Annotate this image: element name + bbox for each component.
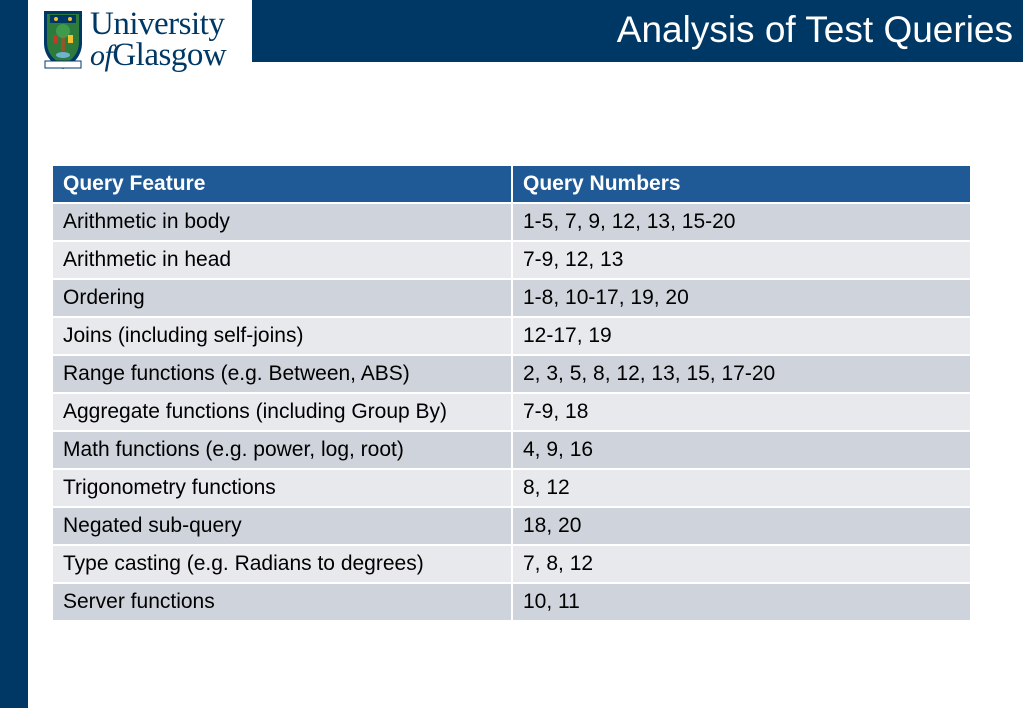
query-numbers-cell: 1-5, 7, 9, 12, 13, 15-20 (512, 203, 971, 241)
feature-cell: Range functions (e.g. Between, ABS) (52, 355, 512, 393)
logo-wordmark (90, 8, 226, 72)
query-numbers-cell: 10, 11 (512, 583, 971, 621)
query-feature-table (51, 164, 972, 622)
feature-cell: Joins (including self-joins) (52, 317, 512, 355)
query-numbers-cell: 4, 9, 16 (512, 431, 971, 469)
query-numbers-cell: 7-9, 18 (512, 393, 971, 431)
feature-cell: Arithmetic in body (52, 203, 512, 241)
table-row (52, 507, 971, 545)
table-row (52, 545, 971, 583)
feature-cell: Ordering (52, 279, 512, 317)
table-row (52, 469, 971, 507)
column-header-query-feature: Query Feature (52, 165, 512, 203)
column-header-query-numbers: Query Numbers (512, 165, 971, 203)
feature-cell: Type casting (e.g. Radians to degrees) (52, 545, 512, 583)
university-logo (28, 0, 252, 78)
table-row (52, 317, 971, 355)
query-numbers-cell: 1-8, 10-17, 19, 20 (512, 279, 971, 317)
query-numbers-cell: 7-9, 12, 13 (512, 241, 971, 279)
left-brand-bar (0, 0, 28, 708)
slide-title: Analysis of Test Queries (616, 9, 1013, 50)
table-row (52, 583, 971, 621)
table-row (52, 279, 971, 317)
table-row (52, 393, 971, 431)
table-row (52, 355, 971, 393)
feature-cell: Server functions (52, 583, 512, 621)
logo-word-glasgow: Glasgow (112, 37, 227, 73)
feature-cell: Trigonometry functions (52, 469, 512, 507)
logo-line-glasgow (90, 39, 226, 72)
query-numbers-cell: 2, 3, 5, 8, 12, 13, 15, 17-20 (512, 355, 971, 393)
query-numbers-cell: 7, 8, 12 (512, 545, 971, 583)
logo-word-of: of (90, 39, 113, 72)
table-row (52, 241, 971, 279)
table-row (52, 203, 971, 241)
feature-cell: Math functions (e.g. power, log, root) (52, 431, 512, 469)
logo-line-university: University (90, 6, 225, 42)
feature-cell: Arithmetic in head (52, 241, 512, 279)
query-numbers-cell: 8, 12 (512, 469, 971, 507)
table-header-row (52, 165, 971, 203)
feature-cell: Aggregate functions (including Group By) (52, 393, 512, 431)
table-row (52, 431, 971, 469)
query-numbers-cell: 18, 20 (512, 507, 971, 545)
query-numbers-cell: 12-17, 19 (512, 317, 971, 355)
university-crest-icon (42, 9, 84, 71)
feature-cell: Negated sub-query (52, 507, 512, 545)
